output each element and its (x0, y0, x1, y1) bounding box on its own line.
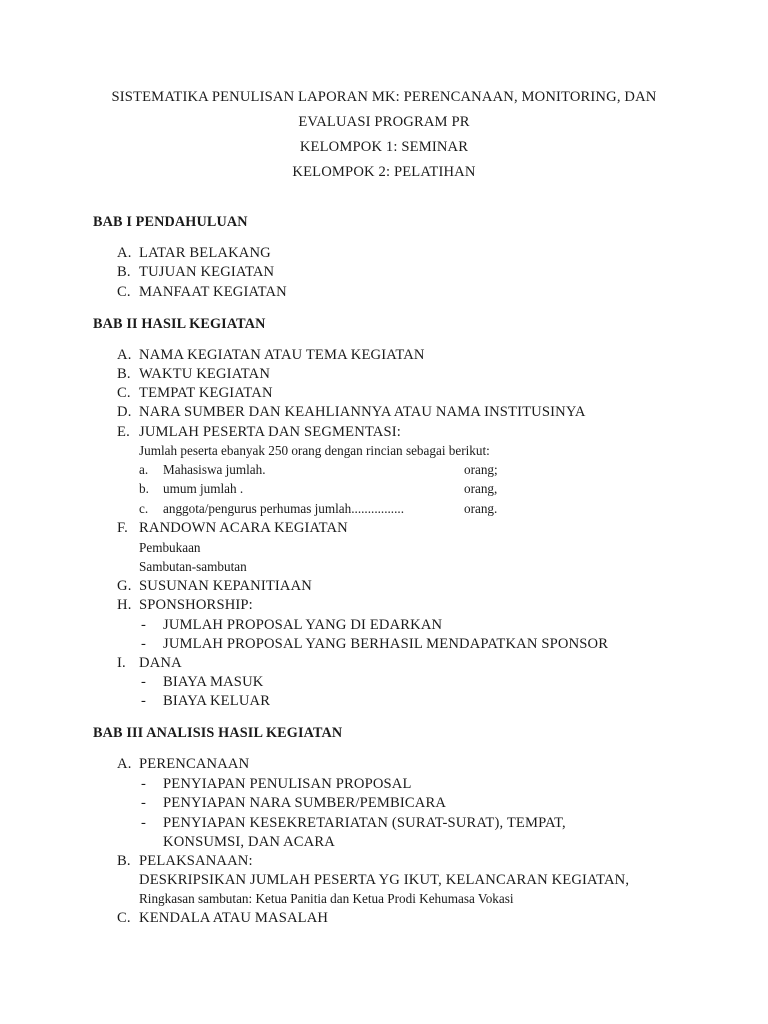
list-marker: A. (117, 347, 132, 363)
list-marker: B. (117, 853, 131, 869)
list-item: RANDOWN ACARA KEGIATAN (139, 520, 348, 536)
perencanaan-item: PENYIAPAN PENULISAN PROPOSAL (163, 776, 412, 792)
list-marker: E. (117, 424, 130, 440)
list-item: LATAR BELAKANG (139, 245, 271, 261)
dana-item: BIAYA KELUAR (163, 693, 271, 709)
list-item: TEMPAT KEGIATAN (139, 385, 273, 401)
list-item: SPONSHORSHIP: (139, 597, 253, 613)
list-marker: F. (117, 520, 128, 536)
dash-marker: - (141, 636, 147, 652)
list-item: TUJUAN KEGIATAN (139, 264, 275, 280)
dash-marker: - (141, 693, 147, 709)
rundown-item: Pembukaan (139, 540, 201, 555)
sponsor-item: JUMLAH PROPOSAL YANG DI EDARKAN (163, 617, 443, 633)
list-marker: D. (117, 404, 132, 420)
list-item: NARA SUMBER DAN KEAHLIANNYA ATAU NAMA INSTITUSINYA (139, 404, 586, 420)
perencanaan-item: PENYIAPAN KESEKRETARIATAN (SURAT-SURAT), TEMPAT, (163, 815, 566, 831)
list-item: JUMLAH PESERTA DAN SEGMENTASI: (139, 424, 401, 440)
perencanaan-item: PENYIAPAN NARA SUMBER/PEMBICARA (163, 795, 447, 811)
sublist-marker: c. (139, 501, 149, 516)
list-item: MANFAAT KEGIATAN (139, 284, 287, 300)
dash-marker: - (141, 795, 147, 811)
list-item: WAKTU KEGIATAN (139, 366, 271, 382)
list-marker: A. (117, 245, 132, 261)
dash-marker: - (141, 776, 147, 792)
bab3-heading: BAB III ANALISIS HASIL KEGIATAN (93, 725, 343, 741)
sublist-marker: a. (139, 462, 149, 477)
list-marker: B. (117, 366, 131, 382)
peserta-item: Mahasiswa jumlah. (163, 462, 266, 477)
dash-marker: - (141, 815, 147, 831)
dana-item: BIAYA MASUK (163, 674, 264, 690)
peserta-item: umum jumlah . (163, 481, 244, 496)
list-item: PELAKSANAAN: (139, 853, 253, 869)
list-marker: I. (117, 655, 126, 671)
sublist-marker: b. (139, 481, 149, 496)
dash-marker: - (141, 674, 147, 690)
peserta-item: anggota/pengurus perhumas jumlah................ (163, 501, 404, 516)
perencanaan-item-continued: KONSUMSI, DAN ACARA (163, 834, 335, 850)
peserta-unit: orang, (464, 481, 498, 496)
sponsor-item: JUMLAH PROPOSAL YANG BERHASIL MENDAPATKAN SPONSOR (163, 636, 609, 652)
list-item: DANA (139, 655, 182, 671)
rundown-item: Sambutan-sambutan (139, 559, 247, 574)
dash-marker: - (141, 617, 147, 633)
peserta-intro: Jumlah peserta ebanyak 250 orang dengan rincian sebagai berikut: (139, 443, 490, 458)
list-marker: B. (117, 264, 131, 280)
list-marker: G. (117, 578, 132, 594)
doc-title-line-2: EVALUASI PROGRAM PR (298, 114, 470, 130)
pelaksanaan-description: DESKRIPSIKAN JUMLAH PESERTA YG IKUT, KELANCARAN KEGIATAN, (139, 872, 630, 888)
bab1-heading: BAB I PENDAHULUAN (93, 214, 248, 230)
peserta-unit: orang; (464, 462, 498, 477)
bab2-heading: BAB II HASIL KEGIATAN (93, 316, 266, 332)
list-marker: C. (117, 910, 131, 926)
list-item: PERENCANAAN (139, 756, 250, 772)
list-marker: H. (117, 597, 132, 613)
list-marker: C. (117, 284, 131, 300)
list-item: NAMA KEGIATAN ATAU TEMA KEGIATAN (139, 347, 425, 363)
list-marker: C. (117, 385, 131, 401)
group-2-label: KELOMPOK 2: PELATIHAN (292, 164, 476, 180)
group-1-label: KELOMPOK 1: SEMINAR (299, 139, 469, 155)
pelaksanaan-note: Ringkasan sambutan: Ketua Panitia dan Ketua Prodi Kehumasa Vokasi (139, 891, 514, 906)
list-item: SUSUNAN KEPANITIAAN (139, 578, 312, 594)
list-marker: A. (117, 756, 132, 772)
list-item: KENDALA ATAU MASALAH (139, 910, 329, 926)
doc-title-line-1: SISTEMATIKA PENULISAN LAPORAN MK: PERENCANAAN, MONITORING, DAN (111, 89, 657, 105)
peserta-unit: orang. (464, 501, 498, 516)
